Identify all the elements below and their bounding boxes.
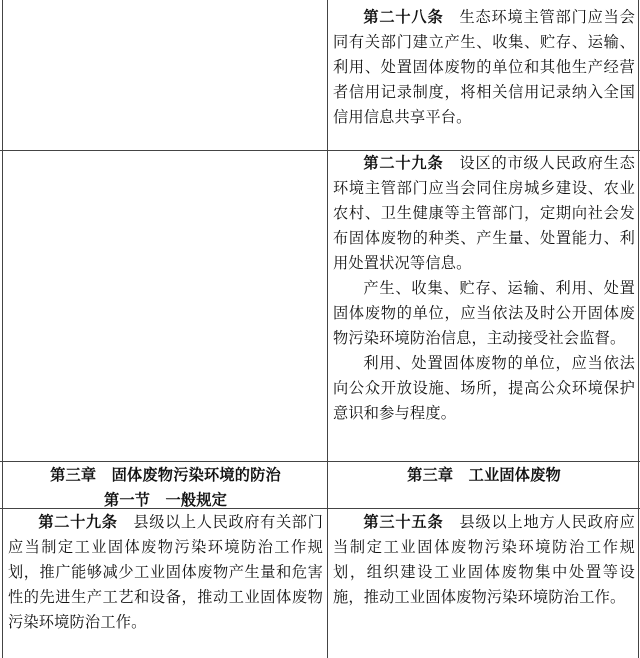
article-28-heading: 第二十八条 (363, 8, 444, 26)
article-28-paragraph (333, 5, 635, 130)
article-29-new-paragraph-2 (333, 276, 635, 351)
article-29-new-paragraph-1 (333, 151, 635, 276)
article-29-new-text-1: 设区的市级人民政府生态环境主管部门应当会同住房城乡建设、农业农村、卫生健康等主管部门，定期向社会发布固体废物的种类、产生量、处置能力、利用处置状况等信息。 (333, 154, 636, 272)
old-article-29-paragraph (8, 510, 323, 635)
old-chapter-heading-cell (8, 463, 323, 513)
table-border-right (638, 0, 639, 658)
article-29-new-text-3: 利用、处置固体废物的单位，应当依法向公众开放设施、场所，提高公众环境保护意识和参与程度。 (333, 354, 635, 422)
article-35-cell (333, 510, 635, 610)
row-divider-2 (0, 461, 640, 462)
article-29-new-cell (333, 151, 635, 426)
article-29-new-heading: 第二十九条 (363, 154, 444, 172)
old-article-29-text: 县级以上人民政府有关部门应当制定工业固体废物污染环境防治工作规划，推广能够减少工业固体废物产生量和危害性的先进生产工艺和设备，推动工业固体废物污染环境防治工作。 (8, 513, 323, 631)
old-article-29-heading: 第二十九条 (38, 513, 118, 531)
table-border-left (2, 0, 3, 658)
old-chapter-title: 第三章 固体废物污染环境的防治 (50, 466, 281, 484)
old-section-title: 第一节 一般规定 (103, 491, 228, 509)
new-chapter-heading-cell (333, 463, 635, 488)
article-35-paragraph (333, 510, 635, 610)
article-29-new-paragraph-3 (333, 351, 635, 426)
article-35-heading: 第三十五条 (363, 513, 444, 531)
table-column-divider (327, 0, 328, 658)
article-35-text: 县级以上地方人民政府应当制定工业固体废物污染环境防治工作规划，组织建设工业固体废物集中处置等设施，推动工业固体废物污染环境防治工作。 (333, 513, 636, 606)
article-28-cell (333, 5, 635, 130)
new-chapter-title: 第三章 工业固体废物 (407, 466, 561, 484)
article-28-text: 生态环境主管部门应当会同有关部门建立产生、收集、贮存、运输、利用、处置固体废物的单位和其他生产经营者信用记录制度，将相关信用记录纳入全国信用信息共享平台。 (333, 8, 636, 126)
article-29-new-text-2: 产生、收集、贮存、运输、利用、处置固体废物的单位，应当依法及时公开固体废物污染环境防治信息，主动接受社会监督。 (333, 279, 635, 347)
old-article-29-cell (8, 510, 323, 635)
